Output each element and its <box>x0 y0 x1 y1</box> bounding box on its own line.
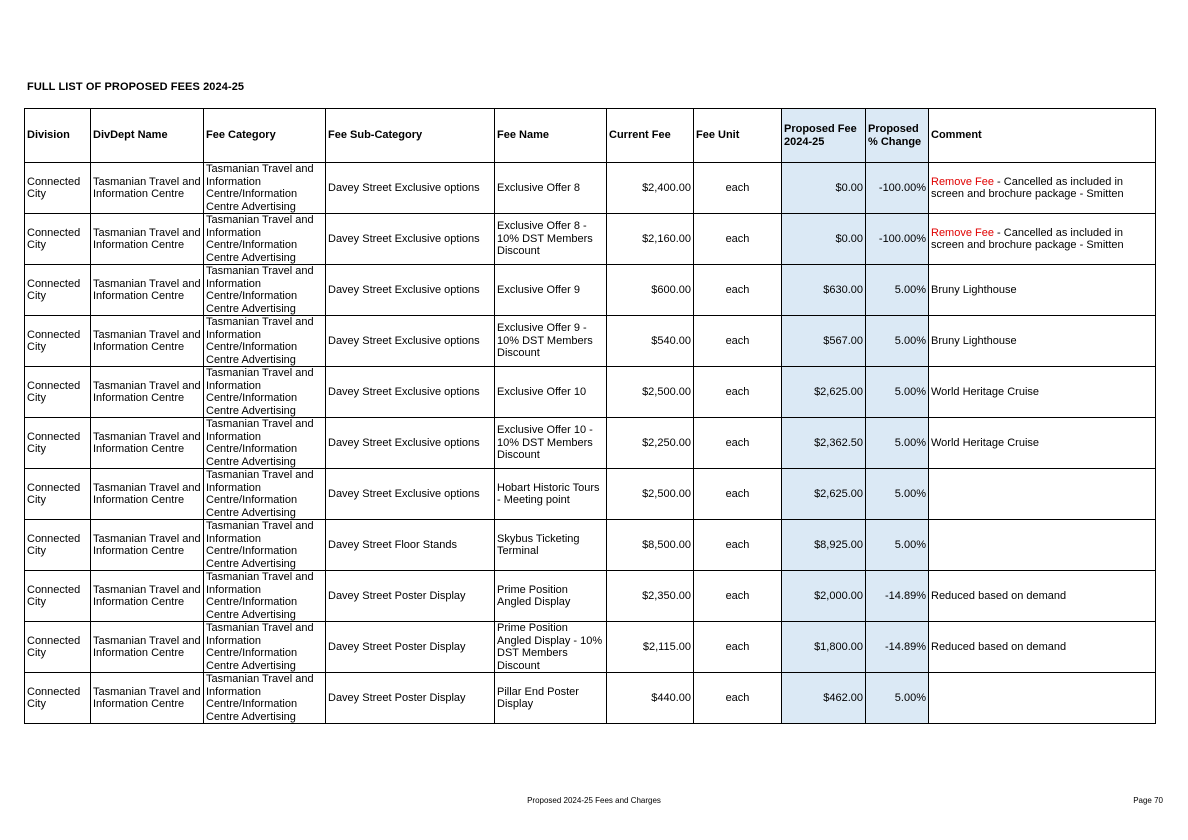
table-header-row <box>25 109 1156 163</box>
cell-current-fee: $8,500.00 <box>607 520 694 571</box>
cell-fee-sub-category: Davey Street Exclusive options <box>326 214 495 265</box>
cell-division: Connected City <box>25 469 91 520</box>
cell-fee-name: Prime Position Angled Display - 10% DST Members Discount <box>495 622 607 673</box>
cell-division: Connected City <box>25 418 91 469</box>
cell-divdept-name: Tasmanian Travel and Information Centre <box>91 367 204 418</box>
cell-divdept-name: Tasmanian Travel and Information Centre <box>91 316 204 367</box>
cell-comment <box>929 316 1156 367</box>
cell-fee-unit: each <box>694 316 782 367</box>
cell-proposed-change: 5.00% <box>866 367 929 418</box>
cell-proposed-fee: $0.00 <box>782 163 866 214</box>
cell-divdept-name: Tasmanian Travel and Information Centre <box>91 418 204 469</box>
cell-fee-category: Tasmanian Travel and Information Centre/Information Centre Advertising <box>204 622 326 673</box>
cell-fee-unit: each <box>694 214 782 265</box>
cell-division: Connected City <box>25 214 91 265</box>
cell-divdept-name: Tasmanian Travel and Information Centre <box>91 163 204 214</box>
remove-fee-label: Remove Fee <box>931 226 994 239</box>
cell-division: Connected City <box>25 316 91 367</box>
cell-fee-name: Skybus Ticketing Terminal <box>495 520 607 571</box>
cell-fee-category: Tasmanian Travel and Information Centre/Information Centre Advertising <box>204 571 326 622</box>
cell-fee-unit: each <box>694 163 782 214</box>
cell-fee-sub-category: Davey Street Exclusive options <box>326 469 495 520</box>
cell-fee-name: Hobart Historic Tours - Meeting point <box>495 469 607 520</box>
cell-fee-sub-category: Davey Street Poster Display <box>326 673 495 724</box>
cell-current-fee: $2,500.00 <box>607 469 694 520</box>
header-fee-sub-category: Fee Sub-Category <box>326 109 495 163</box>
cell-fee-unit: each <box>694 673 782 724</box>
table-row <box>25 214 1156 265</box>
comment-text: World Heritage Cruise <box>931 436 1040 449</box>
cell-fee-unit: each <box>694 265 782 316</box>
comment-text: Reduced based on demand <box>931 589 1067 602</box>
cell-fee-category: Tasmanian Travel and Information Centre/Information Centre Advertising <box>204 520 326 571</box>
cell-division: Connected City <box>25 622 91 673</box>
header-fee-name: Fee Name <box>495 109 607 163</box>
comment-text: Reduced based on demand <box>931 640 1067 653</box>
cell-fee-sub-category: Davey Street Exclusive options <box>326 367 495 418</box>
cell-fee-sub-category: Davey Street Floor Stands <box>326 520 495 571</box>
cell-fee-category: Tasmanian Travel and Information Centre/Information Centre Advertising <box>204 265 326 316</box>
cell-current-fee: $540.00 <box>607 316 694 367</box>
cell-divdept-name: Tasmanian Travel and Information Centre <box>91 469 204 520</box>
table-row <box>25 163 1156 214</box>
cell-current-fee: $2,500.00 <box>607 367 694 418</box>
cell-fee-category: Tasmanian Travel and Information Centre/Information Centre Advertising <box>204 367 326 418</box>
cell-proposed-fee: $630.00 <box>782 265 866 316</box>
cell-comment <box>929 265 1156 316</box>
cell-comment <box>929 673 1156 724</box>
cell-proposed-change: -14.89% <box>866 571 929 622</box>
cell-proposed-fee: $2,000.00 <box>782 571 866 622</box>
cell-divdept-name: Tasmanian Travel and Information Centre <box>91 265 204 316</box>
table-row <box>25 265 1156 316</box>
cell-proposed-fee: $2,625.00 <box>782 469 866 520</box>
cell-comment <box>929 367 1156 418</box>
comment-text: Bruny Lighthouse <box>931 283 1017 296</box>
cell-fee-unit: each <box>694 520 782 571</box>
table-row <box>25 367 1156 418</box>
footer-page-number: Page 70 <box>1133 796 1163 805</box>
cell-fee-name: Pillar End Poster Display <box>495 673 607 724</box>
cell-comment <box>929 469 1156 520</box>
cell-fee-unit: each <box>694 418 782 469</box>
fees-table <box>24 108 1156 724</box>
cell-fee-name: Exclusive Offer 9 <box>495 265 607 316</box>
cell-fee-sub-category: Davey Street Poster Display <box>326 622 495 673</box>
table-row <box>25 571 1156 622</box>
cell-division: Connected City <box>25 367 91 418</box>
cell-proposed-change: 5.00% <box>866 316 929 367</box>
cell-fee-category: Tasmanian Travel and Information Centre/Information Centre Advertising <box>204 469 326 520</box>
footer-document-title: Proposed 2024-25 Fees and Charges <box>527 796 661 805</box>
header-comment: Comment <box>929 109 1156 163</box>
cell-fee-sub-category: Davey Street Exclusive options <box>326 418 495 469</box>
cell-fee-sub-category: Davey Street Exclusive options <box>326 163 495 214</box>
comment-text: World Heritage Cruise <box>931 385 1040 398</box>
cell-current-fee: $600.00 <box>607 265 694 316</box>
cell-proposed-fee: $462.00 <box>782 673 866 724</box>
cell-current-fee: $2,400.00 <box>607 163 694 214</box>
table-row <box>25 520 1156 571</box>
cell-proposed-change: 5.00% <box>866 418 929 469</box>
cell-proposed-fee: $567.00 <box>782 316 866 367</box>
cell-fee-category: Tasmanian Travel and Information Centre/Information Centre Advertising <box>204 163 326 214</box>
cell-fee-name: Exclusive Offer 10 <box>495 367 607 418</box>
cell-division: Connected City <box>25 673 91 724</box>
cell-fee-category: Tasmanian Travel and Information Centre/Information Centre Advertising <box>204 418 326 469</box>
cell-divdept-name: Tasmanian Travel and Information Centre <box>91 571 204 622</box>
header-fee-unit: Fee Unit <box>694 109 782 163</box>
cell-proposed-fee: $8,925.00 <box>782 520 866 571</box>
cell-divdept-name: Tasmanian Travel and Information Centre <box>91 214 204 265</box>
cell-fee-sub-category: Davey Street Exclusive options <box>326 316 495 367</box>
cell-division: Connected City <box>25 571 91 622</box>
cell-divdept-name: Tasmanian Travel and Information Centre <box>91 520 204 571</box>
cell-comment <box>929 418 1156 469</box>
cell-comment <box>929 163 1156 214</box>
cell-proposed-fee: $0.00 <box>782 214 866 265</box>
cell-division: Connected City <box>25 520 91 571</box>
cell-fee-name: Exclusive Offer 8 - 10% DST Members Discount <box>495 214 607 265</box>
header-proposed-change: Proposed % Change <box>866 109 929 163</box>
cell-fee-category: Tasmanian Travel and Information Centre/Information Centre Advertising <box>204 316 326 367</box>
comment-text: Bruny Lighthouse <box>931 334 1017 347</box>
cell-fee-unit: each <box>694 469 782 520</box>
cell-divdept-name: Tasmanian Travel and Information Centre <box>91 673 204 724</box>
cell-current-fee: $2,250.00 <box>607 418 694 469</box>
header-division: Division <box>25 109 91 163</box>
fee-rows <box>25 163 1156 724</box>
page-title: FULL LIST OF PROPOSED FEES 2024-25 <box>27 81 245 93</box>
cell-proposed-change: 5.00% <box>866 673 929 724</box>
cell-current-fee: $440.00 <box>607 673 694 724</box>
cell-fee-category: Tasmanian Travel and Information Centre/Information Centre Advertising <box>204 673 326 724</box>
cell-proposed-fee: $2,625.00 <box>782 367 866 418</box>
header-divdept-name: DivDept Name <box>91 109 204 163</box>
cell-comment <box>929 214 1156 265</box>
cell-proposed-change: 5.00% <box>866 520 929 571</box>
cell-proposed-change: 5.00% <box>866 265 929 316</box>
table-row <box>25 622 1156 673</box>
cell-proposed-change: -14.89% <box>866 622 929 673</box>
cell-divdept-name: Tasmanian Travel and Information Centre <box>91 622 204 673</box>
cell-fee-unit: each <box>694 571 782 622</box>
cell-fee-sub-category: Davey Street Poster Display <box>326 571 495 622</box>
table-row <box>25 469 1156 520</box>
cell-fee-sub-category: Davey Street Exclusive options <box>326 265 495 316</box>
cell-current-fee: $2,115.00 <box>607 622 694 673</box>
cell-fee-name: Exclusive Offer 10 - 10% DST Members Discount <box>495 418 607 469</box>
header-fee-category: Fee Category <box>204 109 326 163</box>
cell-comment <box>929 520 1156 571</box>
table-row <box>25 316 1156 367</box>
header-current-fee: Current Fee <box>607 109 694 163</box>
cell-fee-unit: each <box>694 622 782 673</box>
cell-proposed-fee: $1,800.00 <box>782 622 866 673</box>
cell-comment <box>929 571 1156 622</box>
comment-text: - Cancelled as included in screen and brochure package - Smitten <box>931 175 1124 200</box>
cell-comment <box>929 622 1156 673</box>
cell-proposed-change: -100.00% <box>866 163 929 214</box>
cell-division: Connected City <box>25 265 91 316</box>
cell-proposed-fee: $2,362.50 <box>782 418 866 469</box>
table-row <box>25 418 1156 469</box>
cell-fee-name: Exclusive Offer 8 <box>495 163 607 214</box>
cell-current-fee: $2,350.00 <box>607 571 694 622</box>
table-row <box>25 673 1156 724</box>
cell-current-fee: $2,160.00 <box>607 214 694 265</box>
cell-fee-unit: each <box>694 367 782 418</box>
comment-text: - Cancelled as included in screen and brochure package - Smitten <box>931 226 1124 251</box>
cell-proposed-change: -100.00% <box>866 214 929 265</box>
cell-division: Connected City <box>25 163 91 214</box>
cell-fee-name: Exclusive Offer 9 - 10% DST Members Discount <box>495 316 607 367</box>
header-proposed-fee: Proposed Fee 2024-25 <box>782 109 866 163</box>
cell-fee-name: Prime Position Angled Display <box>495 571 607 622</box>
cell-fee-category: Tasmanian Travel and Information Centre/Information Centre Advertising <box>204 214 326 265</box>
remove-fee-label: Remove Fee <box>931 175 994 188</box>
cell-proposed-change: 5.00% <box>866 469 929 520</box>
